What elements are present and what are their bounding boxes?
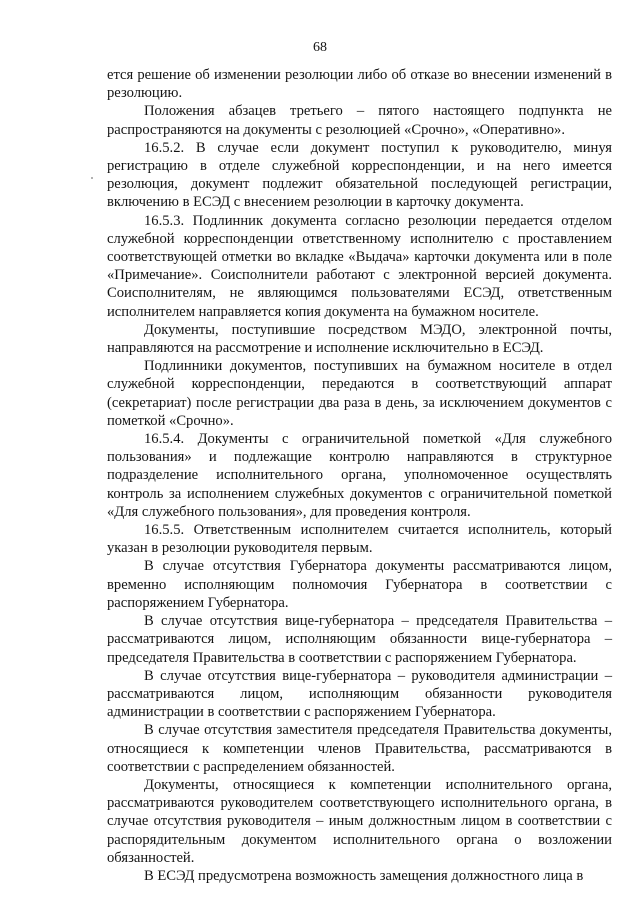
paragraph-16-5-2: 16.5.2. В случае если документ поступил к руководителю, минуя регистрацию в отделе служебной корреспонденции, и на него имеется резолюция, документ подлежит обязательной последующей регистрации, включению в ЕСЭД с внесением резолюции в карточку документа. [107,139,612,211]
margin-mark [91,177,93,179]
paragraph: Подлинники документов, поступивших на бумажном носителе в отдел служебной корреспонденции, передаются в соответствующий аппарат (секретариат) после регистрации два раза в день, за исключением документов с пометкой «Срочно». [107,358,612,429]
paragraph: Документы, относящиеся к компетенции исполнительного органа, рассматриваются руководителем соответствующего исполнительного органа, в случае отсутствия руководителя – иным должностным лицом в соответствии с распорядительным документом исполнительного органа о возложении обязанностей. [107,776,612,866]
paragraph: Положения абзацев третьего – пятого настоящего подпункта не распространяются на документы с резолюцией «Срочно», «Оперативно». [107,103,612,138]
paragraph: В случае отсутствия вице-губернатора – руководителя администрации – рассматриваются лицом, исполняющим обязанности руководителя администрации в соответствии с распоряжением Губернатора. [107,667,612,721]
paragraph-continuation: ется решение об изменении резолюции либо об отказе во внесении изменений в резолюцию. [107,67,612,102]
paragraph: В случае отсутствия вице-губернатора – председателя Правительства – рассматриваются лицом, исполняющим обязанности вице-губернатора – председателя Правительства в соответствии с распоряжением Губернатора. [107,613,612,666]
paragraph: В случае отсутствия заместителя председателя Правительства документы, относящиеся к компетенции членов Правительства, рассматриваются в соответствии с распределением обязанностей. [107,722,612,775]
paragraph: Документы, поступившие посредством МЭДО, электронной почты, направляются на рассмотрение и исполнение исключительно в ЕСЭД. [107,321,612,357]
document-body [107,66,612,885]
paragraph-16-5-5: 16.5.5. Ответственным исполнителем считается исполнитель, который указан в резолюции руководителя первым. [107,522,612,557]
paragraph-16-5-4: 16.5.4. Документы с ограничительной пометкой «Для служебного пользования» и подлежащие контролю направляются в структурное подразделение исполнительного органа, уполномоченное осуществлять контроль за исполнением служебных документов с ограничительной пометкой «Для служебного пользования», для проведения контроля. [107,431,612,520]
paragraph-last: В ЕСЭД предусмотрена возможность замещения должностного лица в [144,867,584,884]
page-number: 68 [313,40,327,55]
paragraph: В случае отсутствия Губернатора документы рассматриваются лицом, временно исполняющим полномочия Губернатора в соответствии с распоряжением Губернатора. [107,558,612,611]
paragraph-16-5-3: 16.5.3. Подлинник документа согласно резолюции передается отделом служебной корреспонденции ответственному исполнителю с проставлением соответствующей отметки во вкладке «Выдача» карточки документа или в поле «Примечание». Соисполнители работают с электронной версией документа. Соисполнителям, не являющимся пользователями ЕСЭД, ответственным исполнителем направляется копия документа на бумажном носителе. [107,212,612,320]
